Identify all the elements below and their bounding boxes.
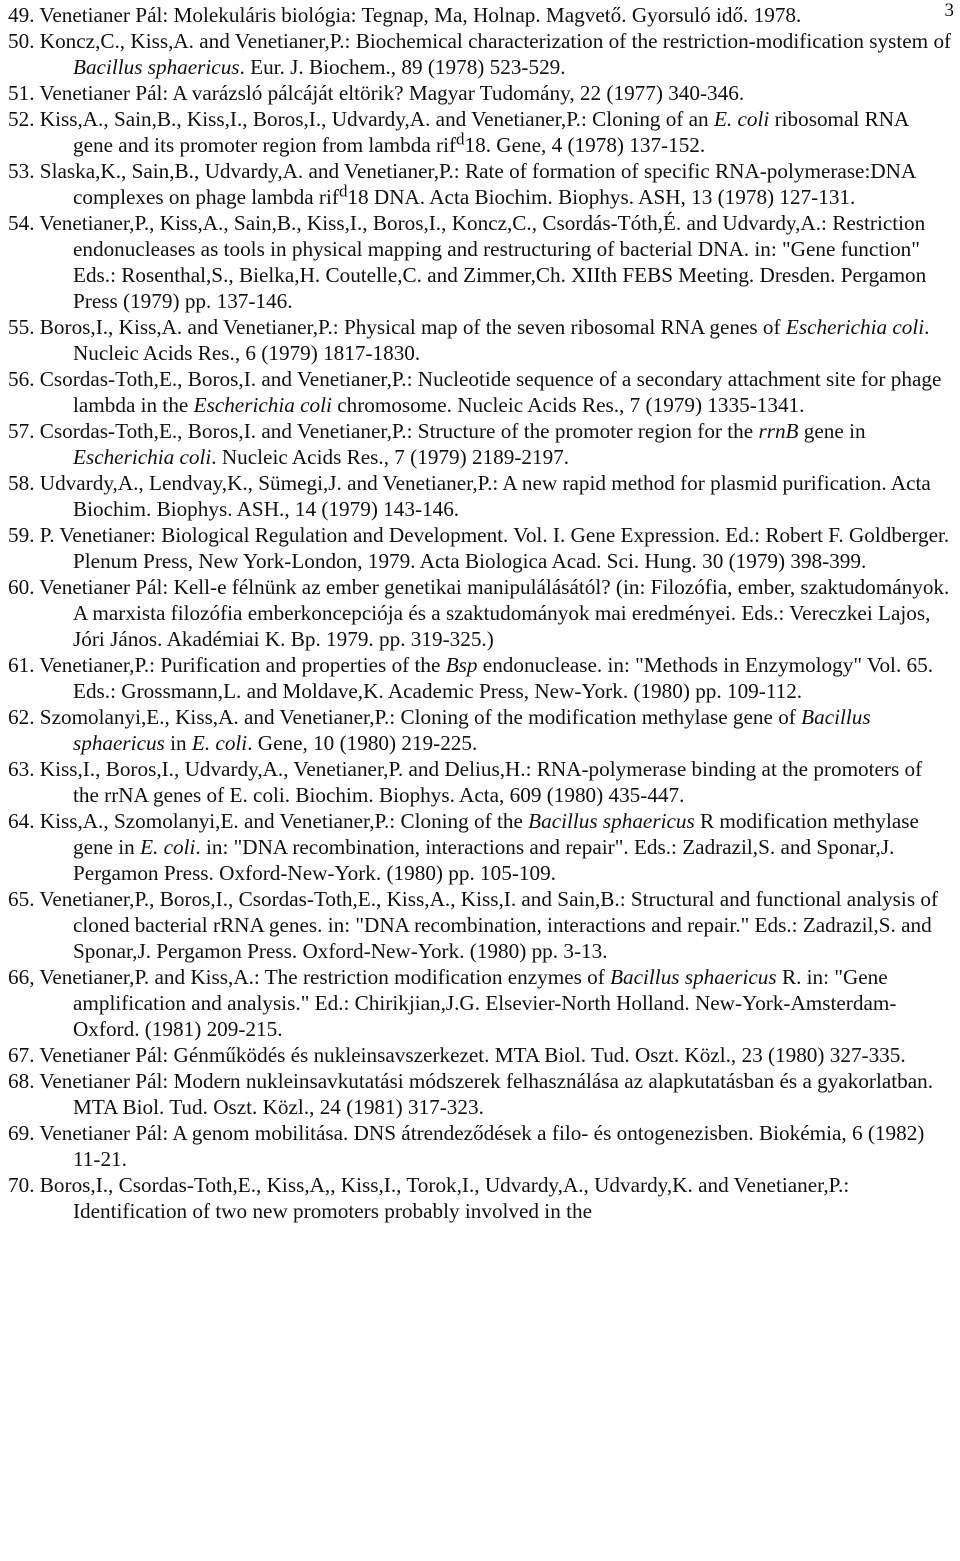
reference-entry [8, 1172, 953, 1224]
reference-number: 61. [8, 653, 35, 677]
reference-entry [8, 366, 953, 418]
reference-entry [8, 964, 953, 1042]
reference-text: ribosomal RNA gene and its promoter region from lambda rif [73, 107, 909, 157]
reference-entry [8, 652, 953, 704]
reference-number: 55. [8, 315, 35, 339]
reference-text: Venetianer Pál: Kell-e félnünk az ember genetikai manipulálásától? (in: Filozófia, ember, szaktudományok. A marxista filozófia emberkoncepciója és a szaktudományok mai eredményei. Eds.: Vereczkei Lajos, Jóri János. Akadémiai K. Bp. 1979. pp. 319-325.) [39, 575, 950, 651]
reference-number: 60. [8, 575, 35, 599]
reference-entry [8, 28, 953, 80]
reference-entry [8, 1042, 953, 1068]
reference-entry [8, 158, 953, 210]
reference-entry [8, 106, 953, 158]
reference-entry [8, 80, 953, 106]
reference-entry [8, 704, 953, 756]
reference-text: 18 DNA. Acta Biochim. Biophys. ASH, 13 (1978) 127-131. [347, 185, 856, 209]
reference-text: Koncz,C., Kiss,A. and Venetianer,P.: Biochemical characterization of the restriction-modification system of [39, 29, 952, 53]
reference-entry [8, 574, 953, 652]
reference-text: 18. Gene, 4 (1978) 137-152. [464, 133, 706, 157]
reference-text: Kiss,I., Boros,I., Udvardy,A., Venetianer,P. and Delius,H.: RNA-polymerase binding at the promoters of the rrNA genes of E. coli. Biochim. Biophys. Acta, 609 (1980) 435-447. [39, 757, 923, 807]
reference-text: R. in: "Gene amplification and analysis." Ed.: Chirikjian,J.G. Elsevier-North Holland. New-York-Amsterdam-Oxford. (1981) 209-215. [73, 965, 897, 1041]
reference-text: Venetianer,P., Boros,I., Csordas-Toth,E., Kiss,A., Kiss,I. and Sain,B.: Structural and functional analysis of cloned bacterial rRNA genes. in: "DNA recombination, interactions and repair." Eds.: Zadrazil,S. and Sponar,J. Pergamon Press. Oxford-New-York. (1980) pp. 3-13. [39, 887, 939, 963]
reference-number: 58. [8, 471, 35, 495]
reference-text: Venetianer Pál: A varázsló pálcáját eltörik? Magyar Tudomány, 22 (1977) 340-346. [39, 81, 745, 105]
superscript: d [456, 129, 465, 149]
reference-text: chromosome. Nucleic Acids Res., 7 (1979) 1335-1341. [331, 393, 805, 417]
reference-number: 70. [8, 1173, 35, 1197]
reference-text: gene in [798, 419, 866, 443]
superscript: d [338, 181, 348, 201]
reference-entry [8, 522, 953, 574]
reference-text: . Gene, 10 (1980) 219-225. [247, 731, 478, 755]
italic-term: Bacillus sphaericus [528, 809, 695, 833]
italic-term: Escherichia coli [73, 445, 212, 469]
italic-term: rrnB [758, 419, 799, 443]
reference-number: 63. [8, 757, 35, 781]
reference-text: Venetianer Pál: Molekuláris biológia: Tegnap, Ma, Holnap. Magvető. Gyorsuló idő. 1978. [39, 3, 802, 27]
reference-number: 69. [8, 1121, 35, 1145]
reference-text: Venetianer Pál: Génműködés és nukleinsavszerkezet. MTA Biol. Tud. Oszt. Közl., 23 (1980) 327-335. [39, 1043, 906, 1067]
reference-number: 62. [8, 705, 35, 729]
reference-entry [8, 418, 953, 470]
italic-term: Escherichia coli [785, 315, 925, 339]
reference-text: . in: "DNA recombination, interactions and repair". Eds.: Zadrazil,S. and Sponar,J. Pergamon Press. Oxford-New-York. (1980) pp. 105-109. [73, 835, 895, 885]
reference-list [8, 2, 953, 1224]
reference-text: Venetianer Pál: Modern nukleinsavkutatási módszerek felhasználása az alapkutatásban és a gyakorlatban. MTA Biol. Tud. Oszt. Közl., 24 (1981) 317-323. [39, 1069, 934, 1119]
reference-number: 52. [8, 107, 35, 131]
page-number: 3 [944, 0, 954, 21]
italic-term: Bacillus sphaericus [73, 55, 240, 79]
italic-term: E. coli [140, 835, 196, 859]
italic-term: E. coli [713, 107, 770, 131]
reference-text: . Nucleic Acids Res., 6 (1979) 1817-1830. [73, 315, 930, 365]
reference-number: 68. [8, 1069, 35, 1093]
reference-text: Csordas-Toth,E., Boros,I. and Venetianer,P.: Nucleotide sequence of a secondary attachment site for phage lambda in the [39, 367, 942, 417]
reference-number: 53. [8, 159, 35, 183]
reference-number: 67. [8, 1043, 35, 1067]
italic-term: Bacillus sphaericus [73, 705, 871, 755]
reference-text: Csordas-Toth,E., Boros,I. and Venetianer,P.: Structure of the promoter region for the [39, 419, 759, 443]
reference-text: Slaska,K., Sain,B., Udvardy,A. and Venetianer,P.: Rate of formation of specific RNA-polymerase:DNA complexes on phage lambda rif [39, 159, 916, 209]
reference-entry [8, 808, 953, 886]
reference-text: Udvardy,A., Lendvay,K., Sümegi,J. and Venetianer,P.: A new rapid method for plasmid purification. Acta Biochim. Biophys. ASH., 14 (1979) 143-146. [39, 471, 931, 521]
reference-text: R modification methylase gene in [73, 809, 919, 859]
reference-text: Venetianer,P. and Kiss,A.: The restriction modification enzymes of [39, 965, 611, 989]
reference-text: Venetianer,P.: Purification and properties of the [39, 653, 446, 677]
reference-entry [8, 1120, 953, 1172]
reference-number: 59. [8, 523, 35, 547]
italic-term: Escherichia coli [193, 393, 332, 417]
reference-text: Venetianer Pál: A genom mobilitása. DNS átrendeződések a filo- és ontogenezisben. Biokémia, 6 (1982) 11-21. [39, 1121, 925, 1171]
reference-number: 56. [8, 367, 35, 391]
reference-entry [8, 2, 953, 28]
reference-entry [8, 210, 953, 314]
reference-text: Boros,I., Csordas-Toth,E., Kiss,A,, Kiss,I., Torok,I., Udvardy,A., Udvardy,K. and Venetianer,P.: Identification of two new promoters probably involved in the [39, 1173, 850, 1223]
reference-entry [8, 756, 953, 808]
reference-entry [8, 1068, 953, 1120]
reference-text: Kiss,A., Szomolanyi,E. and Venetianer,P.: Cloning of the [39, 809, 529, 833]
reference-entry [8, 886, 953, 964]
reference-number: 66, [8, 965, 35, 989]
reference-text: Boros,I., Kiss,A. and Venetianer,P.: Physical map of the seven ribosomal RNA genes of [39, 315, 786, 339]
reference-number: 51. [8, 81, 35, 105]
reference-number: 65. [8, 887, 35, 911]
reference-entry [8, 470, 953, 522]
reference-text: endonuclease. in: "Methods in Enzymology" Vol. 65. Eds.: Grossmann,L. and Moldave,K. Academic Press, New-York. (1980) pp. 109-112. [73, 653, 934, 703]
reference-number: 54. [8, 211, 35, 235]
reference-number: 64. [8, 809, 35, 833]
italic-term: Bsp [445, 653, 478, 677]
reference-number: 57. [8, 419, 35, 443]
reference-text: in [164, 731, 192, 755]
italic-term: E. coli [191, 731, 248, 755]
reference-text: Venetianer,P., Kiss,A., Sain,B., Kiss,I., Boros,I., Koncz,C., Csordás-Tóth,É. and Udvardy,A.: Restriction endonucleases as tools in physical mapping and restructuring of bacterial DNA. in: "Gene function" Eds.: Rosenthal,S., Bielka,H. Coutelle,C. and Zimmer,Ch. XIIth FEBS Meeting. Dresden. Pergamon Press (1979) pp. 137-146. [39, 211, 927, 313]
reference-text: . Eur. J. Biochem., 89 (1978) 523-529. [239, 55, 566, 79]
reference-text: P. Venetianer: Biological Regulation and Development. Vol. I. Gene Expression. Ed.: Robert F. Goldberger. Plenum Press, New York-London, 1979. Acta Biologica Acad. Sci. Hung. 30 (1979) 398-399. [39, 523, 950, 573]
italic-term: Bacillus sphaericus [610, 965, 777, 989]
reference-text: . Nucleic Acids Res., 7 (1979) 2189-2197. [211, 445, 570, 469]
reference-text: Kiss,A., Sain,B., Kiss,I., Boros,I., Udvardy,A. and Venetianer,P.: Cloning of an [39, 107, 714, 131]
reference-number: 50. [8, 29, 35, 53]
reference-text: Szomolanyi,E., Kiss,A. and Venetianer,P.: Cloning of the modification methylase gene of [39, 705, 802, 729]
reference-entry [8, 314, 953, 366]
reference-number: 49. [8, 3, 35, 27]
